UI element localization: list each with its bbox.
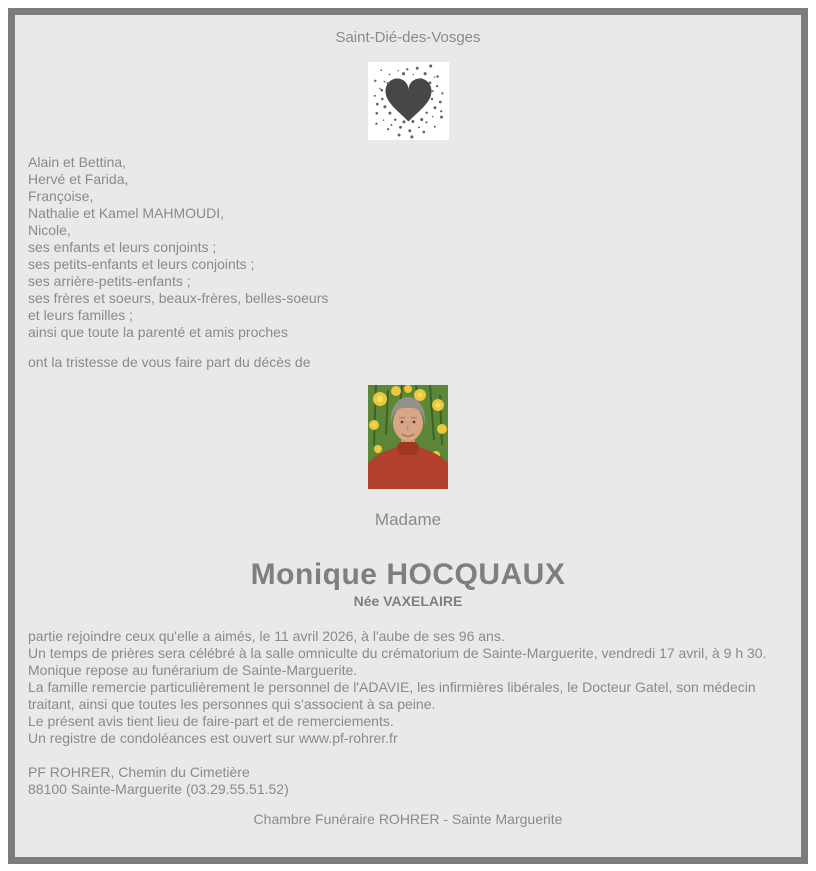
obituary-card: [8, 8, 808, 864]
family-line: ses petits-enfants et leurs conjoints ;: [28, 256, 255, 272]
heart-icon: [368, 62, 449, 140]
portrait-photo: [368, 385, 448, 489]
family-line: et leurs familles ;: [28, 307, 134, 323]
footer-text: Chambre Funéraire ROHRER - Sainte Marguerite: [253, 811, 563, 827]
body-paragraph: Un registre de condoléances est ouvert sur www.pf-rohrer.fr: [28, 730, 398, 746]
portrait-image: [368, 385, 448, 489]
body-paragraph: Le présent avis tient lieu de faire-part et de remerciements.: [28, 713, 394, 729]
heart-image: [368, 62, 449, 140]
family-line: Alain et Bettina,: [28, 154, 127, 170]
family-line: Françoise,: [28, 188, 94, 204]
civility-label: Madame: [374, 510, 442, 529]
family-line: ses enfants et leurs conjoints ;: [28, 239, 217, 255]
family-line: ses arrière-petits-enfants ;: [28, 273, 191, 289]
body-paragraph: Monique repose au funérarium de Sainte-Marguerite.: [28, 662, 358, 678]
deceased-name: Monique HOCQUAUX: [250, 558, 566, 591]
family-line: Nathalie et Kamel MAHMOUDI,: [28, 205, 225, 221]
body-paragraph: La famille remercie particulièrement le personnel de l'ADAVIE, les infirmières libérales, le Docteur Gatel, son médecin traitant, ainsi que toutes les personnes qui s'associent à sa peine.: [28, 679, 756, 712]
contact-line: 88100 Sainte-Marguerite (03.29.55.51.52): [28, 781, 289, 797]
family-list: [28, 154, 788, 341]
funeral-home-contact: [28, 764, 788, 798]
family-line: Hervé et Farida,: [28, 171, 129, 187]
family-line: Nicole,: [28, 222, 71, 238]
maiden-name: Née VAXELAIRE: [353, 593, 463, 609]
announcement-text: ont la tristesse de vous faire part du décès de: [28, 354, 311, 370]
family-line: ses frères et soeurs, beaux-frères, belles-soeurs: [28, 290, 329, 306]
body-paragraph: partie rejoindre ceux qu'elle a aimés, le 11 avril 2026, à l'aube de ses 96 ans.: [28, 628, 505, 644]
family-line: ainsi que toute la parenté et amis proches: [28, 324, 288, 340]
body-paragraph: Un temps de prières sera célébré à la salle omniculte du crématorium de Sainte-Marguerite, vendredi 17 avril, à 9 h 30.: [28, 645, 767, 661]
city-title: Saint-Dié-des-Vosges: [335, 29, 481, 46]
contact-line: PF ROHRER, Chemin du Cimetière: [28, 764, 250, 780]
notice-body: [28, 628, 789, 747]
